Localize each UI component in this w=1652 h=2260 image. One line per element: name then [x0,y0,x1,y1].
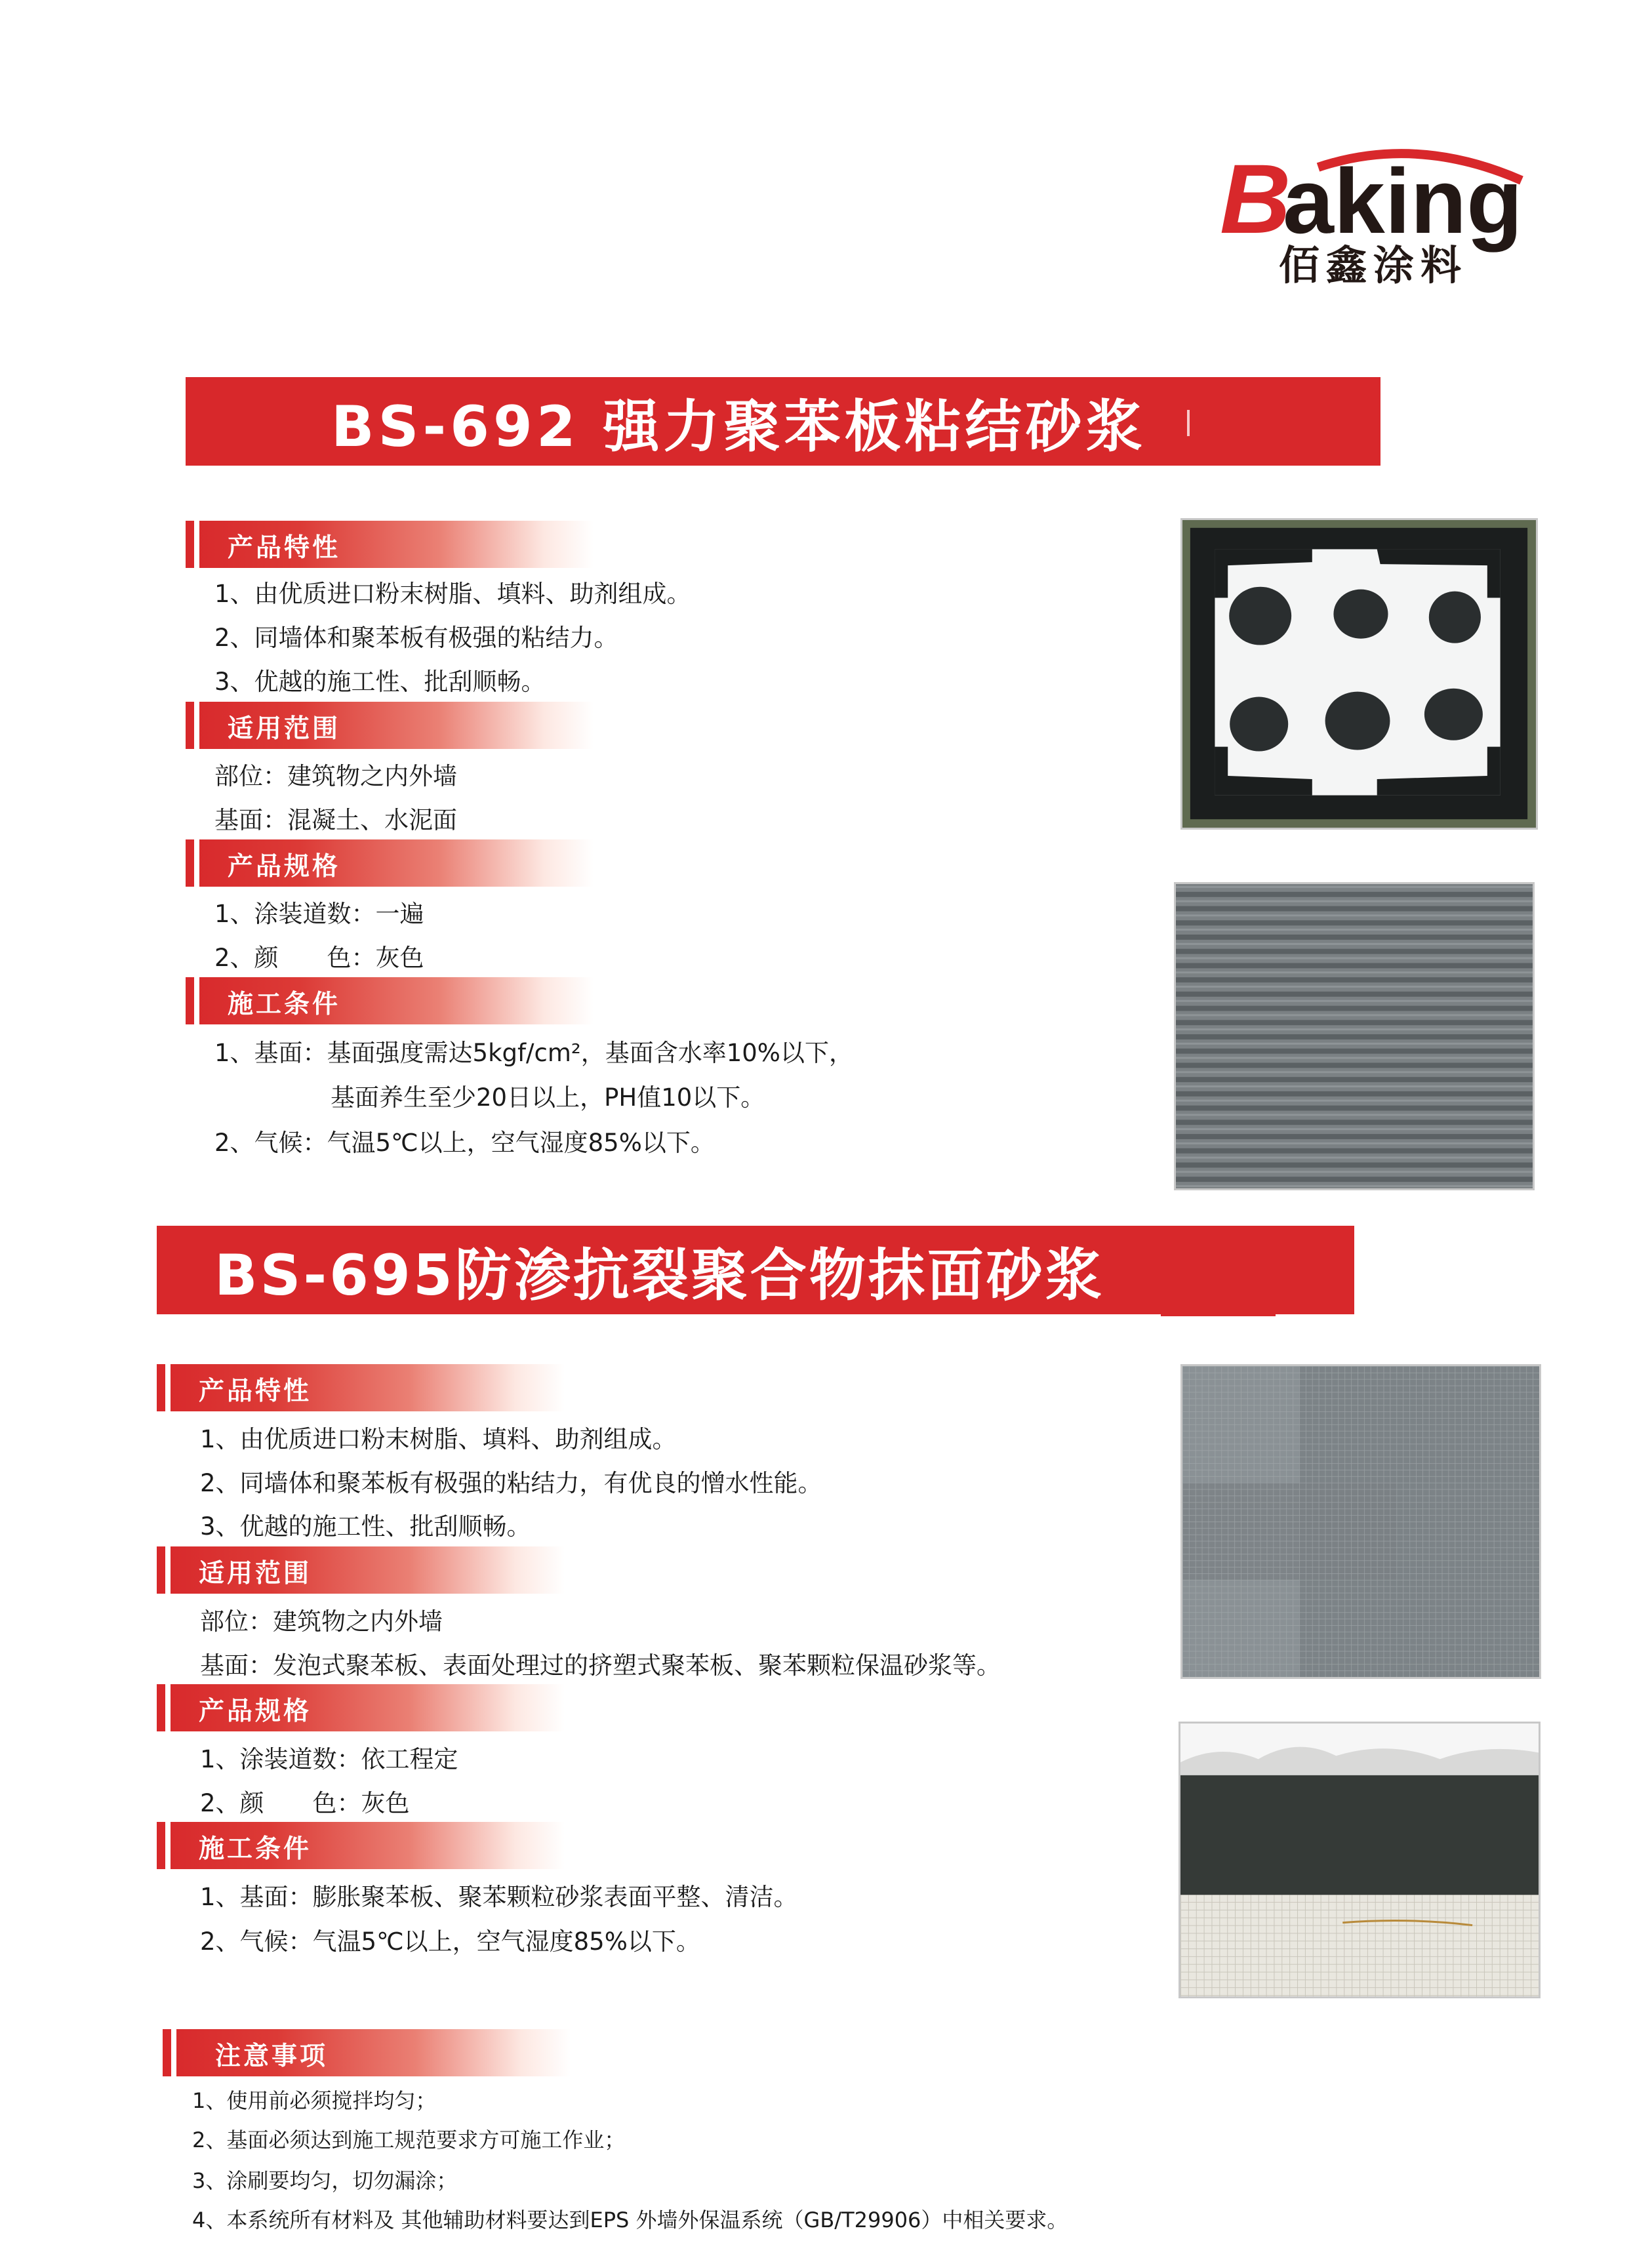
p2-scope-line-1: 部位：建筑物之内外墙 [200,1607,443,1636]
title-underline [1161,1314,1276,1316]
logo-letter-b: B [1220,144,1291,254]
p1-features-line-2: 2、同墙体和聚苯板有极强的粘结力。 [214,624,618,652]
p2-condition-heading-text: 施工条件 [199,1834,312,1864]
p2-scope-heading [157,1546,565,1594]
product-2-title: BS-695防渗抗裂聚合物抹面砂浆 [214,1242,1104,1308]
title-tick-mark [1187,410,1190,436]
brand-logo [1220,141,1541,289]
product-1-title: BS-692 强力聚苯板粘结砂浆 [331,393,1146,460]
product-2-title-bar [157,1226,1354,1314]
note-line-1: 1、使用前必须搅拌均匀； [192,2088,437,2113]
note-line-2: 2、基面必须达到施工规范要求方可施工作业； [192,2128,626,2152]
p1-features-line-3: 3、优越的施工性、批刮顺畅。 [214,668,546,696]
p1-condition-line-1: 1、基面：基面强度需达5kgf/cm²，基面含水率10%以下， [214,1039,853,1067]
product-1-title-bar [186,377,1380,466]
p1-spec-line-2: 2、颜 色：灰色 [214,944,424,972]
product-photo-combed-mortar [1174,882,1535,1190]
product-photo-mesh-mortar [1180,1364,1541,1679]
note-line-4: 4、本系统所有材料及 其他辅助材料要达到EPS 外墙外保温系统（GB/T29906）中相关要求。 [192,2208,1068,2232]
p2-spec-heading [157,1684,565,1731]
p2-features-heading-text: 产品特性 [199,1377,312,1406]
note-line-3: 3、涂刷要均匀，切勿漏涂； [192,2168,458,2193]
p2-condition-heading [157,1822,565,1869]
notes-heading-text: 注意事项 [215,2042,329,2071]
notes-heading [163,2029,571,2076]
p1-scope-heading [186,702,594,749]
p1-spec-line-1: 1、涂装道数：一遍 [214,900,424,928]
p2-features-heading [157,1364,565,1411]
p1-features-line-1: 1、由优质进口粉末树脂、填料、助剂组成。 [214,580,691,608]
p2-spec-line-1: 1、涂装道数：依工程定 [200,1745,458,1773]
logo-chinese: 佰鑫涂料 [1279,241,1468,289]
product-photo-layers [1179,1722,1541,1998]
p1-spec-heading [186,839,594,887]
p1-condition-line-2: 基面养生至少20日以上，PH值10以下。 [331,1083,765,1112]
p2-spec-heading-text: 产品规格 [199,1697,312,1726]
p2-condition-line-1: 1、基面：膨胀聚苯板、聚苯颗粒砂浆表面平整、清洁。 [200,1883,798,1911]
p2-features-line-1: 1、由优质进口粉末树脂、填料、助剂组成。 [200,1425,677,1453]
p1-condition-line-3: 2、气候：气温5℃以上，空气湿度85%以下。 [214,1129,715,1157]
p2-spec-line-2: 2、颜 色：灰色 [200,1789,410,1817]
p2-features-line-2: 2、同墙体和聚苯板有极强的粘结力，有优良的憎水性能。 [200,1469,822,1497]
p1-scope-heading-text: 适用范围 [228,714,341,744]
p2-features-line-3: 3、优越的施工性、批刮顺畅。 [200,1512,531,1541]
p2-scope-line-2: 基面：发泡式聚苯板、表面处理过的挤塑式聚苯板、聚苯颗粒保温砂浆等。 [200,1651,1001,1680]
logo-text-aking: aking [1283,150,1523,252]
p1-condition-heading-text: 施工条件 [228,990,341,1019]
p1-scope-line-2: 基面：混凝土、水泥面 [214,806,457,834]
p1-features-heading-text: 产品特性 [228,533,341,563]
p1-features-heading [186,521,594,568]
p2-condition-line-2: 2、气候：气温5℃以上，空气湿度85%以下。 [200,1927,700,1956]
p1-condition-heading [186,977,594,1024]
p1-scope-line-1: 部位：建筑物之内外墙 [214,762,457,790]
product-photo-board-dabs [1180,518,1538,830]
p2-scope-heading-text: 适用范围 [199,1559,312,1588]
p1-spec-heading-text: 产品规格 [228,852,341,881]
